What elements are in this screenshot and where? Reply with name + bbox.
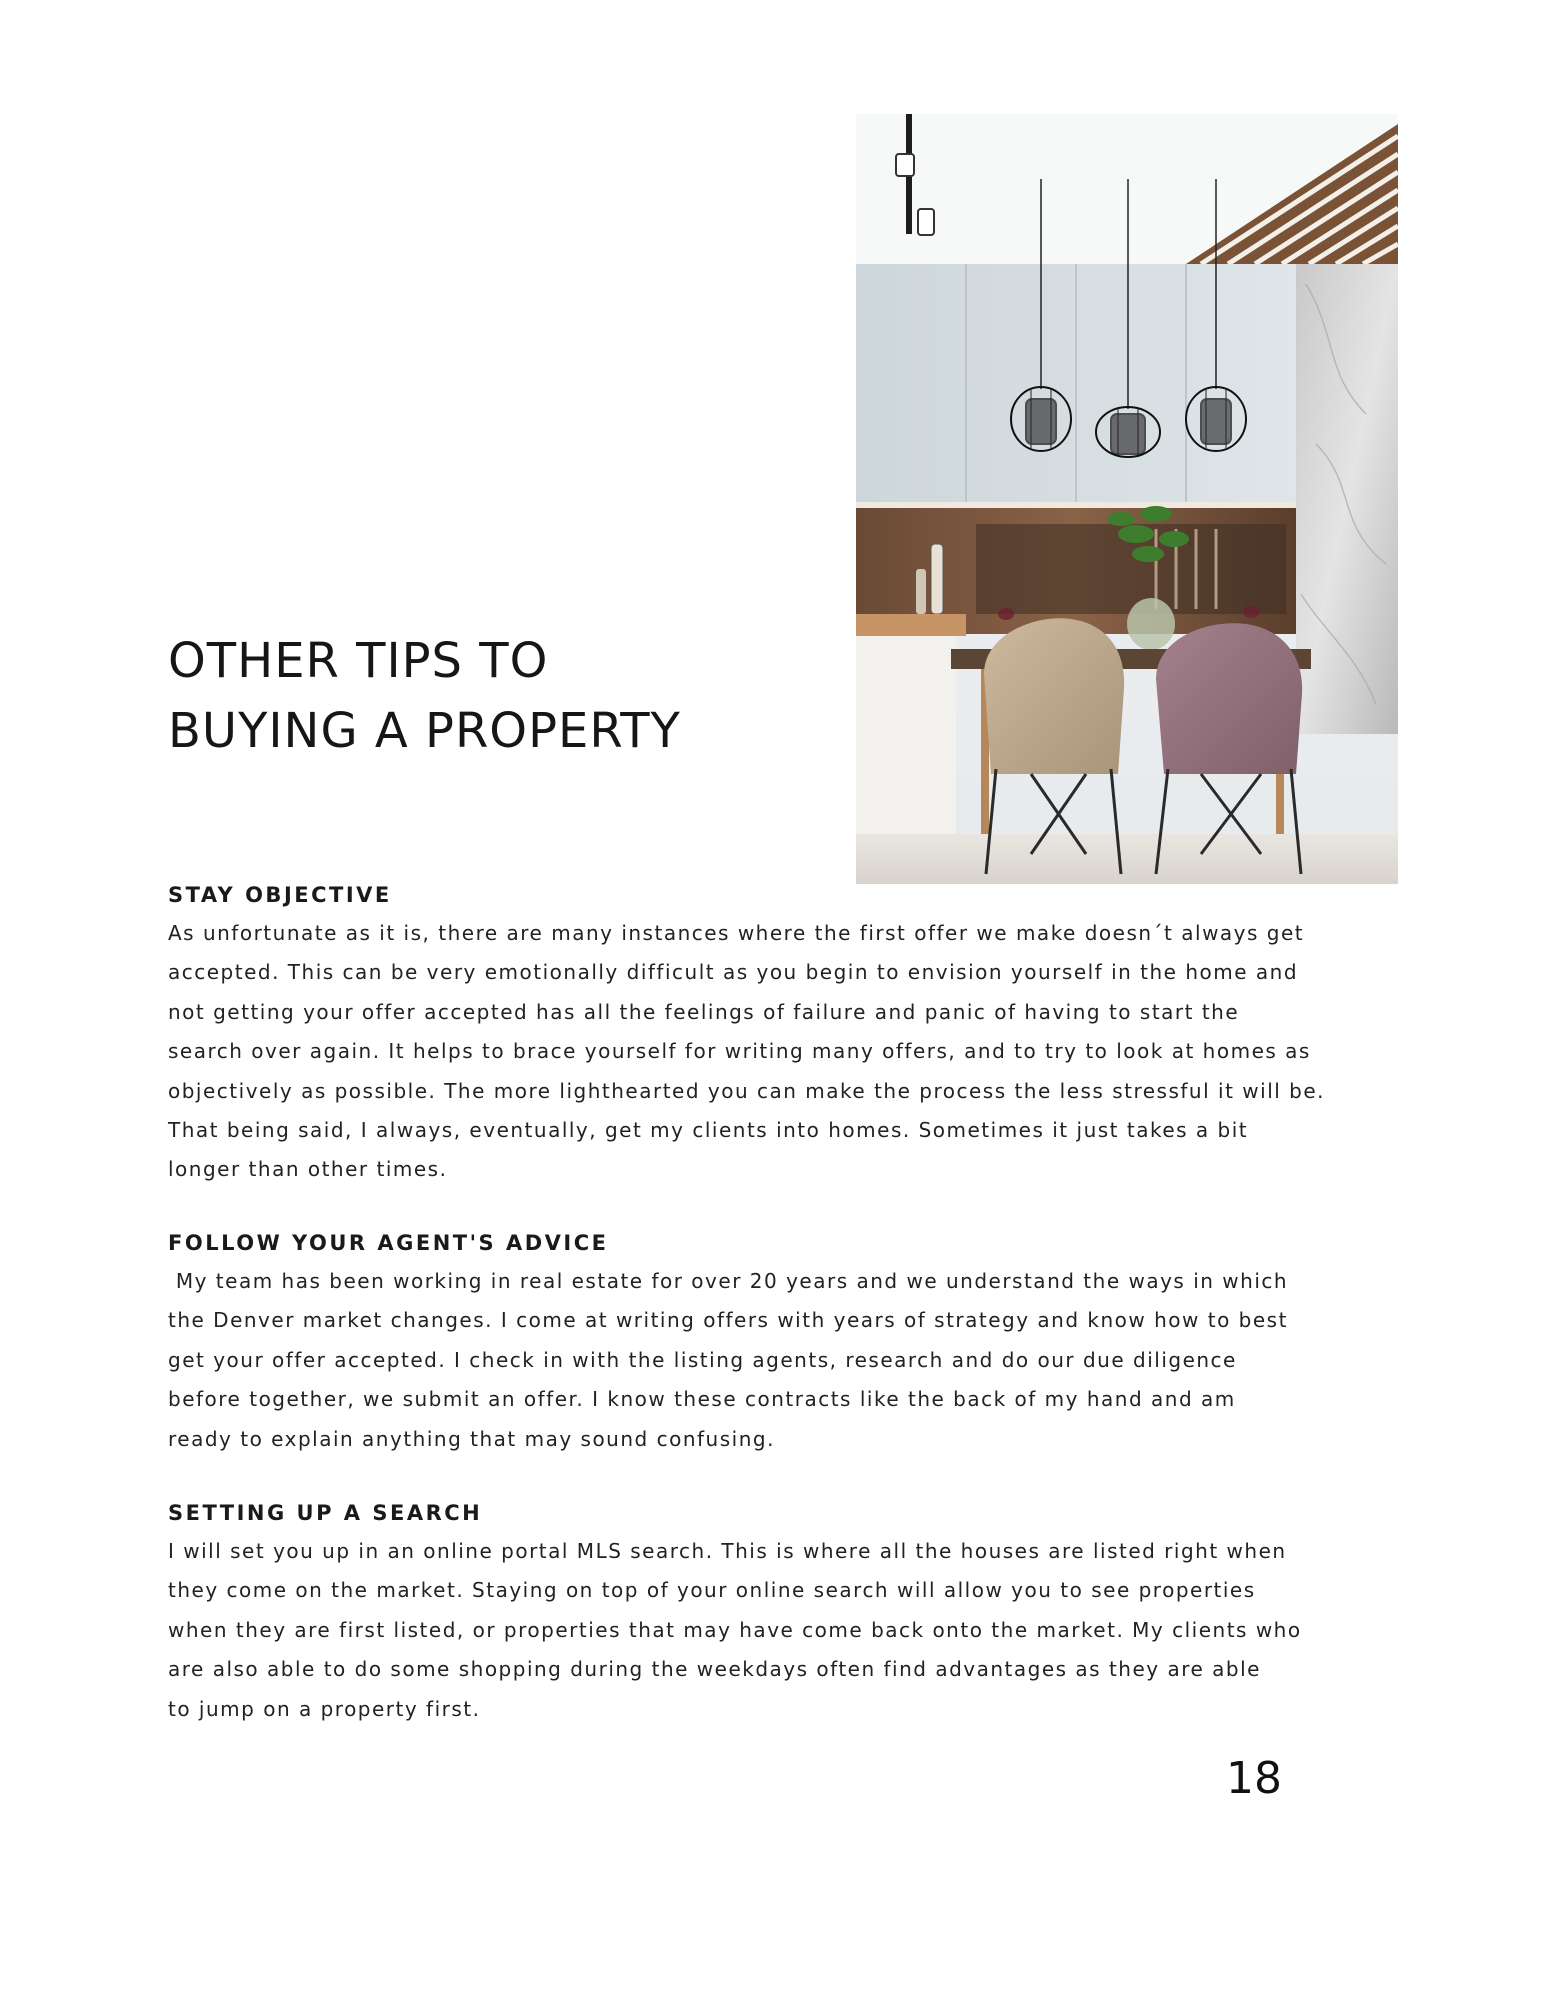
body-line: they come on the market. Staying on top of your online search will allow you to see properties [168, 1578, 1256, 1603]
body-line: to jump on a property first. [168, 1696, 481, 1721]
body-line: are also able to do some shopping during the weekdays often find advantages as they are able [168, 1657, 1261, 1682]
page-title [168, 626, 808, 766]
section-heading: FOLLOW YOUR AGENT'S ADVICE [168, 1231, 609, 1255]
page-title-line-2: BUYING A PROPERTY [168, 703, 681, 759]
section-body [168, 1532, 1428, 1729]
body-line: As unfortunate as it is, there are many instances where the first offer we make doesn´t always get [168, 921, 1305, 945]
body-line: get your offer accepted. I check in with the listing agents, research and do our due diligence [168, 1347, 1237, 1372]
body-line: objectively as possible. The more lighthearted you can make the process the less stressful it will be. [168, 1078, 1326, 1103]
body-line: when they are first listed, or properties that may have come back onto the market. My clients who [168, 1617, 1302, 1642]
section-heading: STAY OBJECTIVE [168, 883, 392, 907]
body-line: the Denver market changes. I come at writing offers with years of strategy and know how to best [168, 1308, 1288, 1333]
section-follow-agents-advice [168, 1228, 1428, 1459]
section-heading: SETTING UP A SEARCH [168, 1501, 483, 1525]
body-line: accepted. This can be very emotionally difficult as you begin to envision yourself in the home and [168, 960, 1299, 985]
dining-room-photo [856, 114, 1398, 884]
body-line: not getting your offer accepted has all the feelings of failure and panic of having to start the [168, 999, 1240, 1024]
body-line: longer than other times. [168, 1157, 448, 1182]
dining-room-illustration [856, 114, 1398, 884]
section-setting-up-a-search [168, 1498, 1428, 1729]
section-body [168, 1262, 1428, 1459]
body-line: before together, we submit an offer. I know these contracts like the back of my hand and am [168, 1387, 1236, 1412]
page-title-line-1: OTHER TIPS TO [168, 633, 549, 689]
body-line: My team has been working in real estate for over 20 years and we understand the ways in which [168, 1269, 1289, 1293]
section-body [168, 914, 1428, 1190]
body-line: I will set you up in an online portal MLS search. This is where all the houses are listed right when [168, 1539, 1287, 1563]
body-line: That being said, I always, eventually, get my clients into homes. Sometimes it just takes a bit [168, 1118, 1249, 1143]
section-stay-objective [168, 880, 1428, 1190]
body-line: search over again. It helps to brace yourself for writing many offers, and to try to look at homes as [168, 1039, 1311, 1064]
body-line: ready to explain anything that may sound confusing. [168, 1426, 775, 1451]
page-number: 18 [1226, 1753, 1282, 1804]
